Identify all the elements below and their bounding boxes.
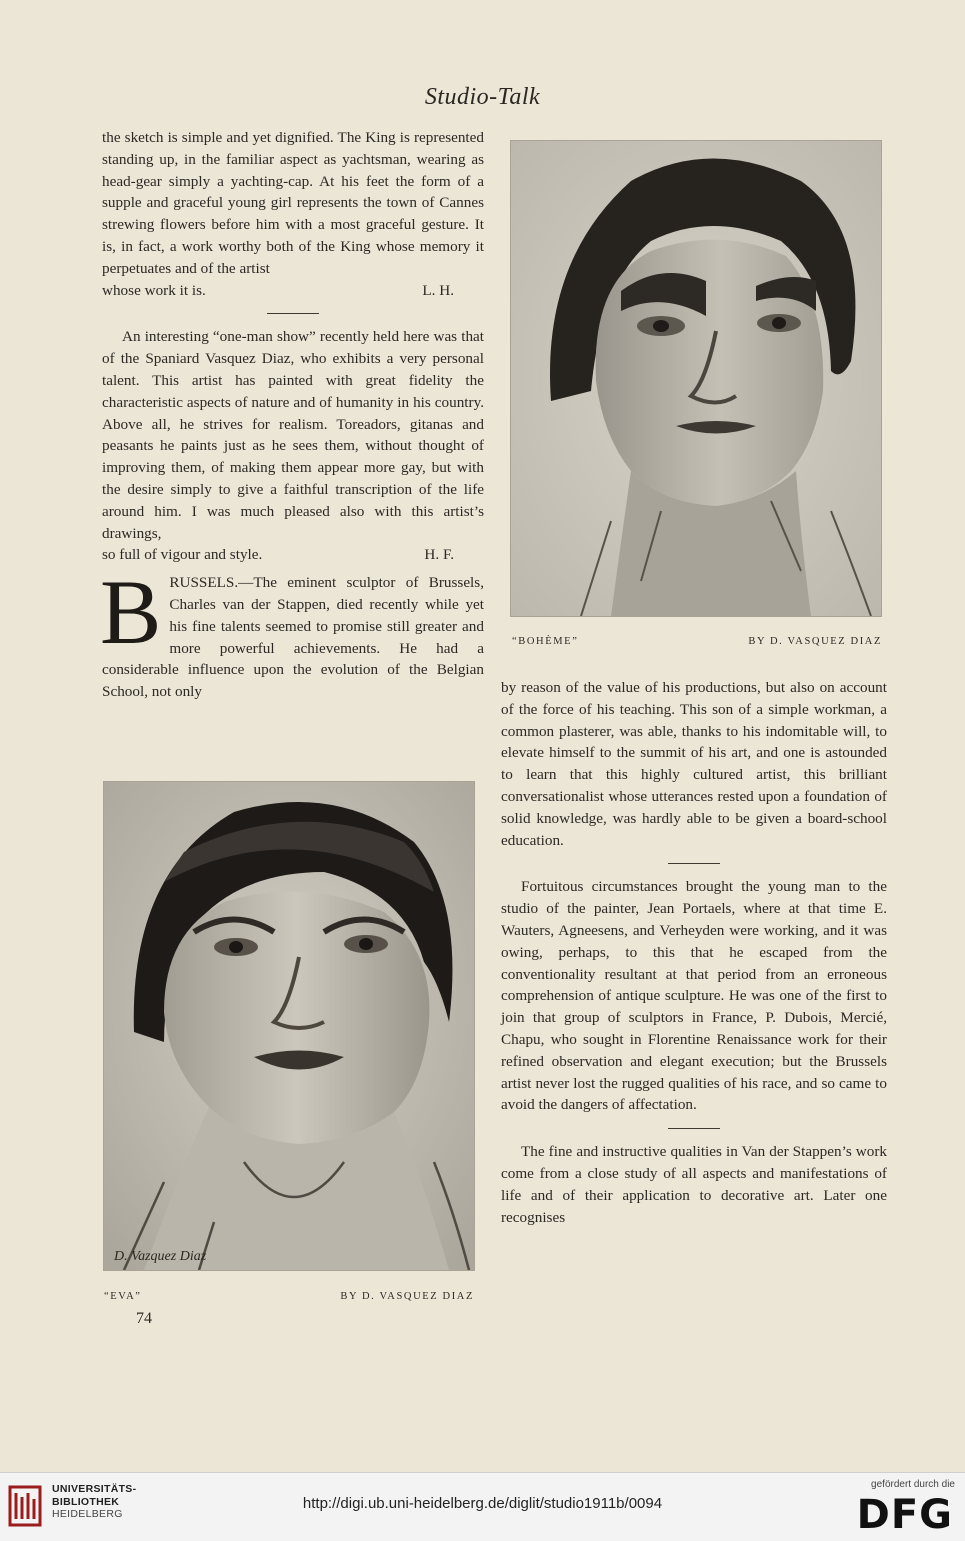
plate-title: “EVA”	[104, 1291, 142, 1302]
paragraph-end: whose work it is.	[102, 281, 206, 299]
section-divider	[668, 1128, 720, 1129]
paragraph-end: so full of vigour and style.	[102, 546, 263, 564]
author-initials: H. F.	[424, 546, 454, 564]
digitization-footer	[0, 1472, 965, 1541]
boheme-portrait	[510, 140, 882, 617]
signature-line	[102, 280, 484, 302]
plate-credit: BY D. VASQUEZ DIAZ	[748, 636, 882, 647]
brussels-section	[100, 561, 484, 703]
permalink[interactable]: http://digi.ub.uni-heidelberg.de/diglit/studio1911b/0094	[302, 1495, 663, 1512]
dfg-logo: DFG	[856, 1492, 953, 1538]
left-column	[102, 127, 484, 703]
signature-line	[102, 544, 484, 566]
paragraph: An interesting “one-man show” recently held here was that of the Spaniard Vasquez Diaz, who exhibits a very personal talent. This artist has painted with great fidelity the characteristic aspects of nature and of humanity in his country. Above all, he strives for realism. Toreadors, gitanas and peasants he paints just as he sees them, without thought of improving them, of making them appear more gay, but with the desire simply to give a faithful transcription of the life around him. I was much pleased also with this artist’s drawings,	[102, 328, 484, 542]
paragraph: RUSSELS.—The eminent sculptor of Brussels, Charles van der Stappen, died recently while yet his fine talents seemed to promise still greater and more powerful achievements. He had a considerable influence upon the evolution of the Belgian School, not only	[102, 574, 484, 701]
eva-portrait	[103, 781, 475, 1271]
portrait-drawing	[104, 782, 474, 1270]
right-column	[501, 677, 887, 1228]
page-number: 74	[136, 1310, 152, 1327]
eva-caption	[104, 1291, 474, 1302]
paragraph: The fine and instructive qualities in Van der Stappen’s work come from a close study of all aspects and manifestations of life and of their application to decorative art. Later one recognises	[501, 1143, 887, 1226]
boheme-caption	[512, 636, 882, 647]
funding-note: gefördert durch die	[871, 1479, 955, 1490]
drop-cap: B	[100, 561, 162, 664]
section-divider	[267, 313, 319, 314]
plate-credit: BY D. VASQUEZ DIAZ	[340, 1291, 474, 1302]
author-initials: L. H.	[422, 281, 454, 299]
running-head: Studio-Talk	[424, 84, 541, 110]
paragraph: the sketch is simple and yet dignified. The King is represented standing up, in the familiar aspect as yachtsman, wearing as head-gear simply a yachting-cap. At his feet the form of a supple and graceful young girl represents the town of Cannes strewing flowers before him with a most graceful gesture. It is, in fact, a work worthy both of the King whose memory it perpetuates and of the artist	[102, 129, 484, 277]
artist-signature: D. Vazquez Diaz	[114, 1249, 207, 1264]
plate-title: “BOHÈME”	[512, 636, 579, 647]
paragraph: by reason of the value of his productions, but also on account of the force of his teaching. This son of a simple workman, a common plasterer, was able, thanks to his indomitable will, to elevate himself to the summit of his art, and one is astounded to learn that this highly cultured artist, this brilliant conversationalist whose utterances rested upon a foundation of solid knowledge, was hardly able to be given a board-school education.	[501, 679, 887, 849]
paragraph: Fortuitous circumstances brought the young man to the studio of the painter, Jean Portaels, where at that time E. Wauters, Agneesens, and Verheyden were working, and it was owing, perhaps, to this that he escaped from the conventionality resultant at that period from an erroneous comprehension of antique sculpture. He was one of the first to join that group of sculptors in France, P. Dubois, Mercié, Chapu, who sought in Florentine Renaissance work for their refined observation and elegant execution; but the Brussels artist never lost the rugged qualities of his race, and so came to avoid the dangers of affectation.	[501, 878, 887, 1114]
portrait-drawing	[511, 141, 881, 616]
section-divider	[668, 863, 720, 864]
library-name: UNIVERSITÄTS- BIBLIOTHEK HEIDELBERG	[52, 1483, 137, 1520]
